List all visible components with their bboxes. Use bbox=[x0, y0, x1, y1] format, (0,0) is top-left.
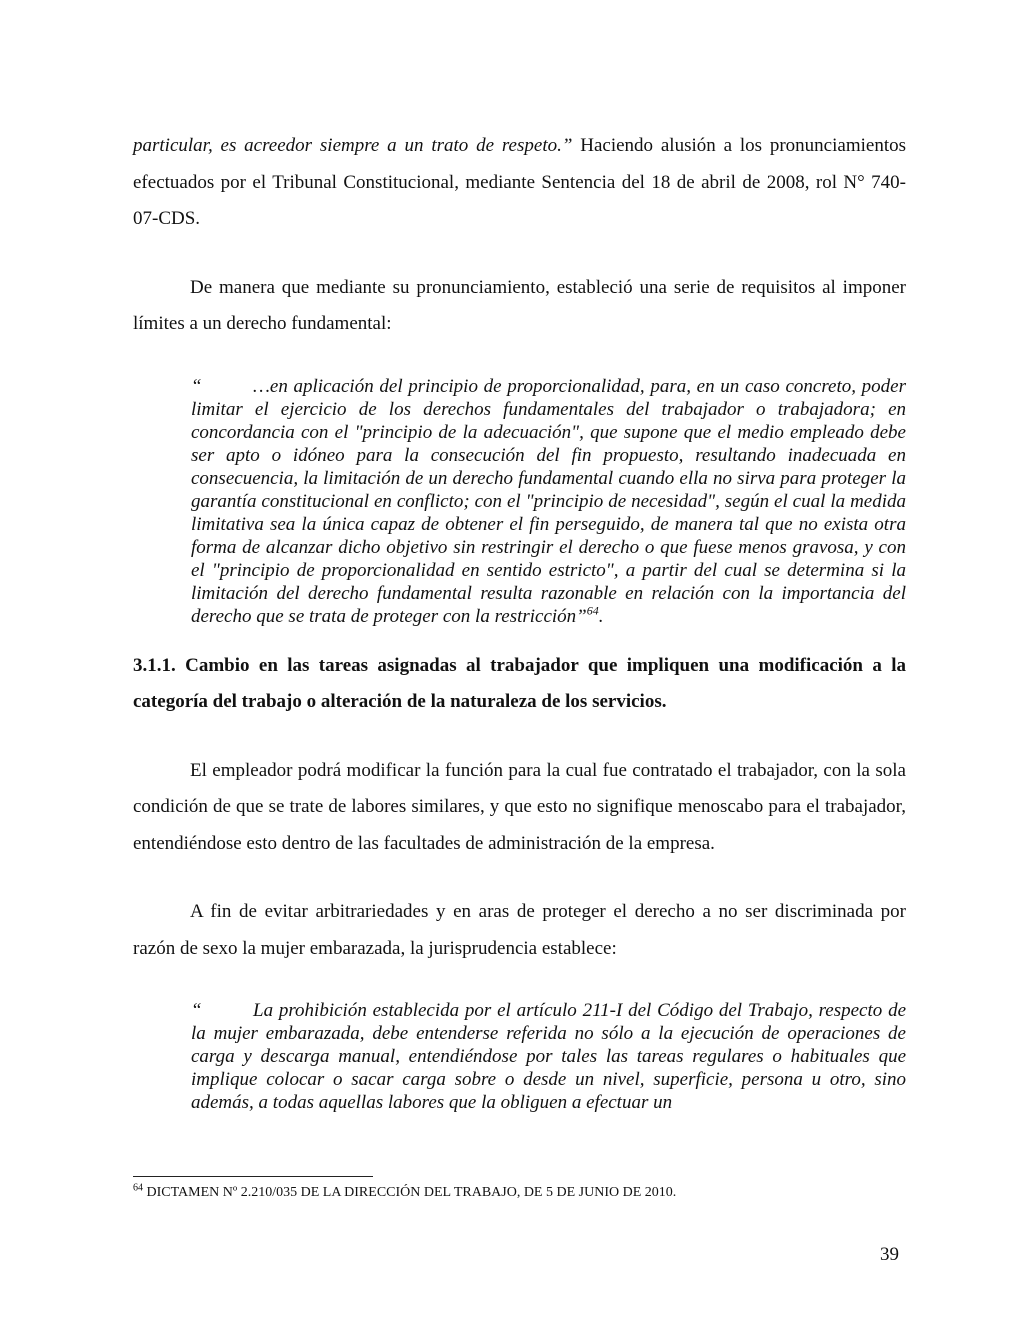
paragraph-empleador: El empleador podrá modificar la función para la cual fue contratado el trabajador, con la sola condición de que se trate de labores similares, y que esto no signifique menoscabo para el trabajador, entendiéndose esto dentro de las facultades de administración de la empresa. bbox=[133, 759, 906, 854]
block-quote-proporcionalidad bbox=[191, 375, 906, 628]
block-quote-prohibicion bbox=[191, 999, 906, 1114]
footnote bbox=[133, 1183, 676, 1203]
quote-text: La prohibición establecida por el artículo 211-I del Código del Trabajo, respecto de la mujer embarazada, debe entenderse referida no sólo a la ejecución de operaciones de carga y descarga manual, entendiéndose por tales las tareas regulares o habituales que implique colocar o sacar carga sobre o desde un nivel, superficie, persona u otro, sino además, a todas aquellas labores que la obliguen a efectuar un bbox=[191, 1000, 906, 1113]
paragraph-requisitos: De manera que mediante su pronunciamiento, estableció una serie de requisitos al imponer límites a un derecho fundamental: bbox=[133, 276, 906, 334]
quote-text: …en aplicación del principio de proporcionalidad, para, en un caso concreto, poder limitar el ejercicio de los derechos fundamentales del trabajador o trabajadora; en concordancia con el "principio de la adecuación", que supone que el medio empleado debe ser apto o idóneo para la consecución del fin propuesto, resultando inadecuada en consecuencia, la limitación de un derecho fundamental cuando ella no sirva para proteger la garantía constitucional en conflicto; con el "principio de necesidad", según el cual la medida limitativa sea la única capaz de obtener el fin perseguido, de manera tal que no exista otra forma de alcanzar dicho objetivo sin restringir el derecho o que fuese menos gravosa, y con el "principio de proporcionalidad en sentido estricto", a partir del cual se determina si la limitación del derecho fundamental resulta razonable en relación con la importancia del derecho que se trata de proteger con la restricción” bbox=[191, 375, 906, 627]
paragraph-continuation bbox=[133, 128, 906, 238]
quote-end: . bbox=[598, 605, 604, 627]
footnote-text: DICTAMEN Nº 2.210/035 DE LA DIRECCIÓN DEL TRABAJO, DE 5 DE JUNIO DE 2010. bbox=[143, 1185, 677, 1200]
open-quote-mark: “ bbox=[191, 375, 202, 397]
paragraph-arbitrariedades: A fin de evitar arbitrariedades y en aras de proteger el derecho a no ser discriminada por razón de sexo la mujer embarazada, la jurisprudencia establece: bbox=[133, 901, 906, 959]
page-number: 39 bbox=[880, 1244, 899, 1265]
footnote-number: 64 bbox=[133, 1182, 143, 1194]
quote-ending: particular, es acreedor siempre a un trato de respeto.” bbox=[133, 135, 573, 156]
open-quote-mark: “ bbox=[191, 1000, 202, 1021]
footnote-separator bbox=[133, 1176, 373, 1177]
section-heading: 3.1.1. Cambio en las tareas asignadas al trabajador que impliquen una modificación a la categoría del trabajo o alteración de la naturaleza de los servicios. bbox=[133, 654, 906, 712]
page-body bbox=[133, 128, 906, 1114]
footnote-reference: 64 bbox=[586, 603, 599, 618]
paragraph-text: Haciendo alusión a los pronunciamientos efectuados por el Tribunal Constitucional, mediante Sentencia del 18 de abril de 2008, rol N° 740-07-CDS. bbox=[133, 135, 906, 229]
